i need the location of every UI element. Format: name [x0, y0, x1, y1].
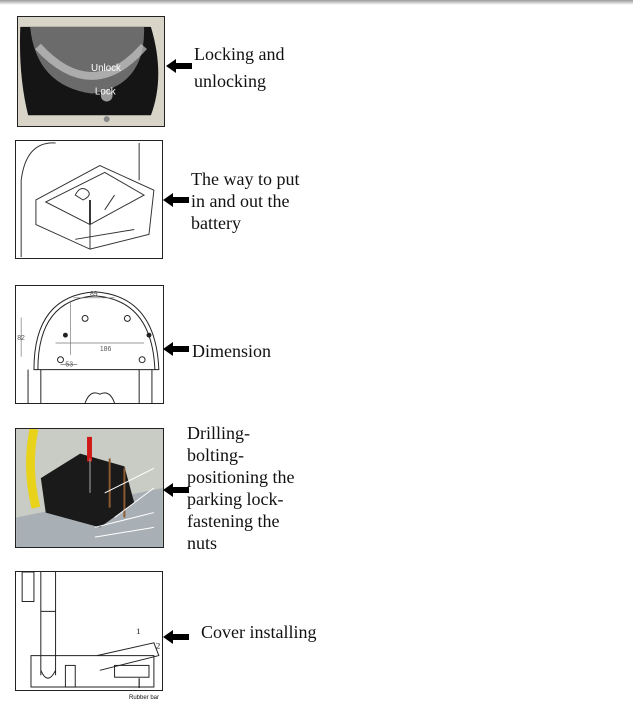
- dim-82: 82: [17, 335, 25, 343]
- drilling-figure: [15, 428, 164, 548]
- caption-drilling: Drilling- bolting- positioning the parking lock- fastening the nuts: [187, 423, 295, 553]
- battery-figure: [15, 140, 163, 259]
- caption-locking: Locking and unlocking: [194, 44, 285, 91]
- arrow-left-icon: [163, 342, 189, 356]
- cover-figure: [15, 571, 163, 691]
- arrow-left-icon: [166, 59, 192, 73]
- rubber-bar-label: Rubber bar: [129, 695, 160, 701]
- dim-186: 186: [99, 345, 112, 353]
- dim-89: 89: [89, 290, 98, 298]
- step-1-label: 1: [136, 625, 141, 636]
- top-edge: [0, 0, 633, 5]
- dimension-figure: [15, 285, 164, 404]
- arrow-left-icon: [163, 193, 189, 207]
- arrow-left-icon: [163, 483, 189, 497]
- arrow-left-icon: [163, 630, 189, 644]
- step-2-label: 2: [155, 640, 161, 651]
- caption-battery: The way to put in and out the battery: [191, 169, 300, 233]
- unlock-label: Unlock: [90, 63, 121, 75]
- caption-cover: Cover installing: [201, 622, 317, 642]
- lock-label: Lock: [94, 86, 116, 98]
- lock-figure: [17, 16, 165, 127]
- dim-53: 53: [65, 361, 74, 369]
- caption-dimension: Dimension: [192, 341, 271, 361]
